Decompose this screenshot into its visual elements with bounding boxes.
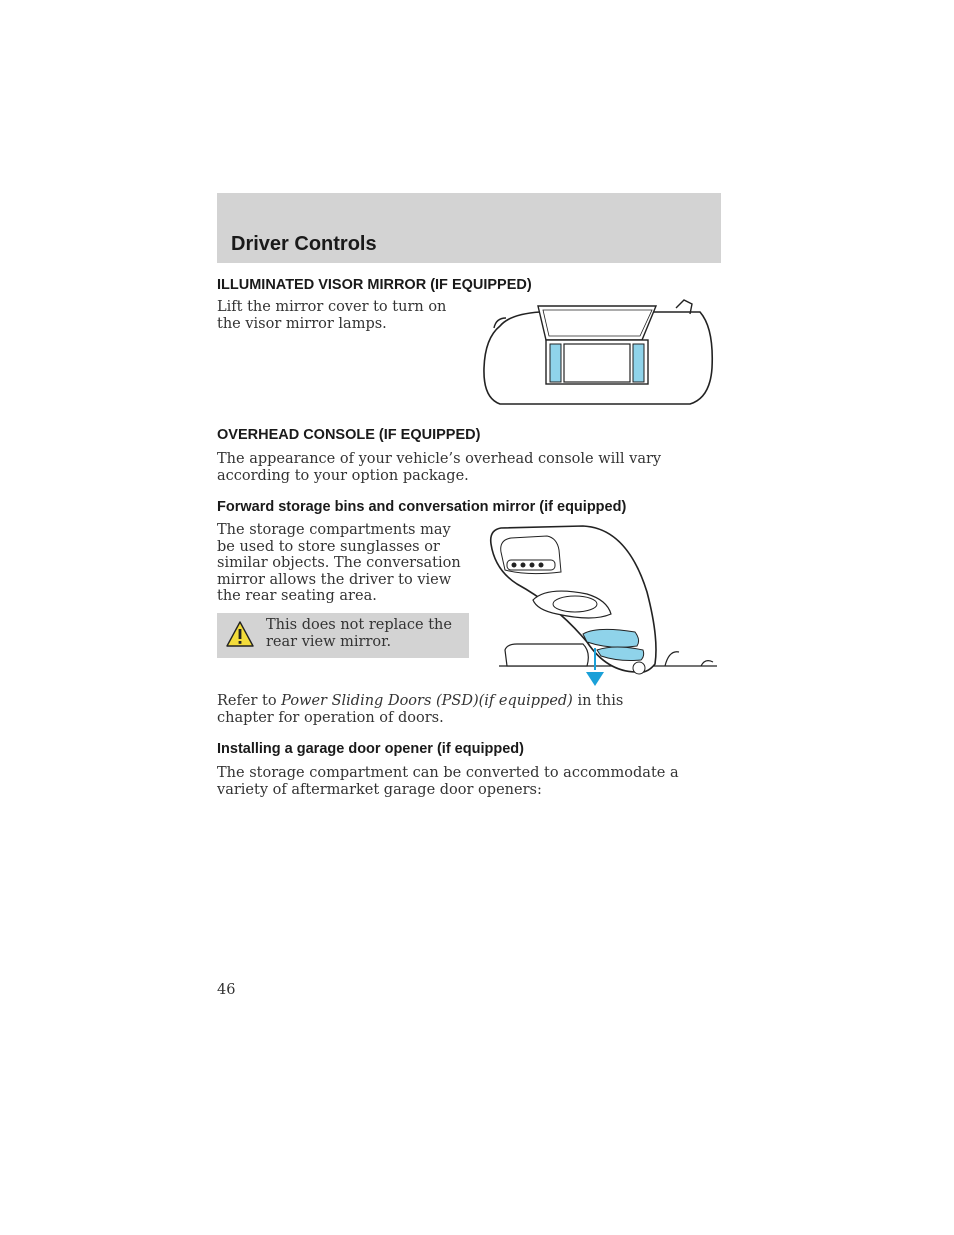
page-number: 46 [217,982,236,998]
visor-mirror-heading: ILLUMINATED VISOR MIRROR (IF EQUIPPED) [217,277,532,293]
page-title: Driver Controls [231,233,377,255]
visor-mirror-body: Lift the mirror cover to turn on the visor mirror lamps. [217,299,447,332]
warning-triangle-icon [225,620,255,648]
warning-text: This does not replace the rear view mirror. [266,617,452,650]
overhead-console-illustration [487,522,719,688]
storage-bins-heading: Forward storage bins and conversation mirror (if equipped) [217,499,627,515]
garage-opener-heading: Installing a garage door opener (if equipped) [217,741,524,757]
refer-paragraph [217,693,637,726]
visor-mirror-illustration [480,298,716,408]
section-header-band [217,193,721,263]
refer-suffix: in this chapter for operation of doors. [217,693,624,726]
overhead-console-heading: OVERHEAD CONSOLE (IF EQUIPPED) [217,427,481,443]
psd-reference-link[interactable]: Power Sliding Doors (PSD)(if equipped) [281,693,573,709]
refer-prefix: Refer to [217,693,282,709]
warning-box [217,613,469,658]
garage-opener-body: The storage compartment can be converted to accommodate a variety of aftermarket garage door openers: [217,765,679,798]
overhead-console-body: The appearance of your vehicle’s overhead console will vary according to your option package. [217,451,662,484]
storage-bins-body: The storage compartments may be used to store sunglasses or similar objects. The conversation mirror allows the driver to view the rear seating area. [217,522,461,604]
